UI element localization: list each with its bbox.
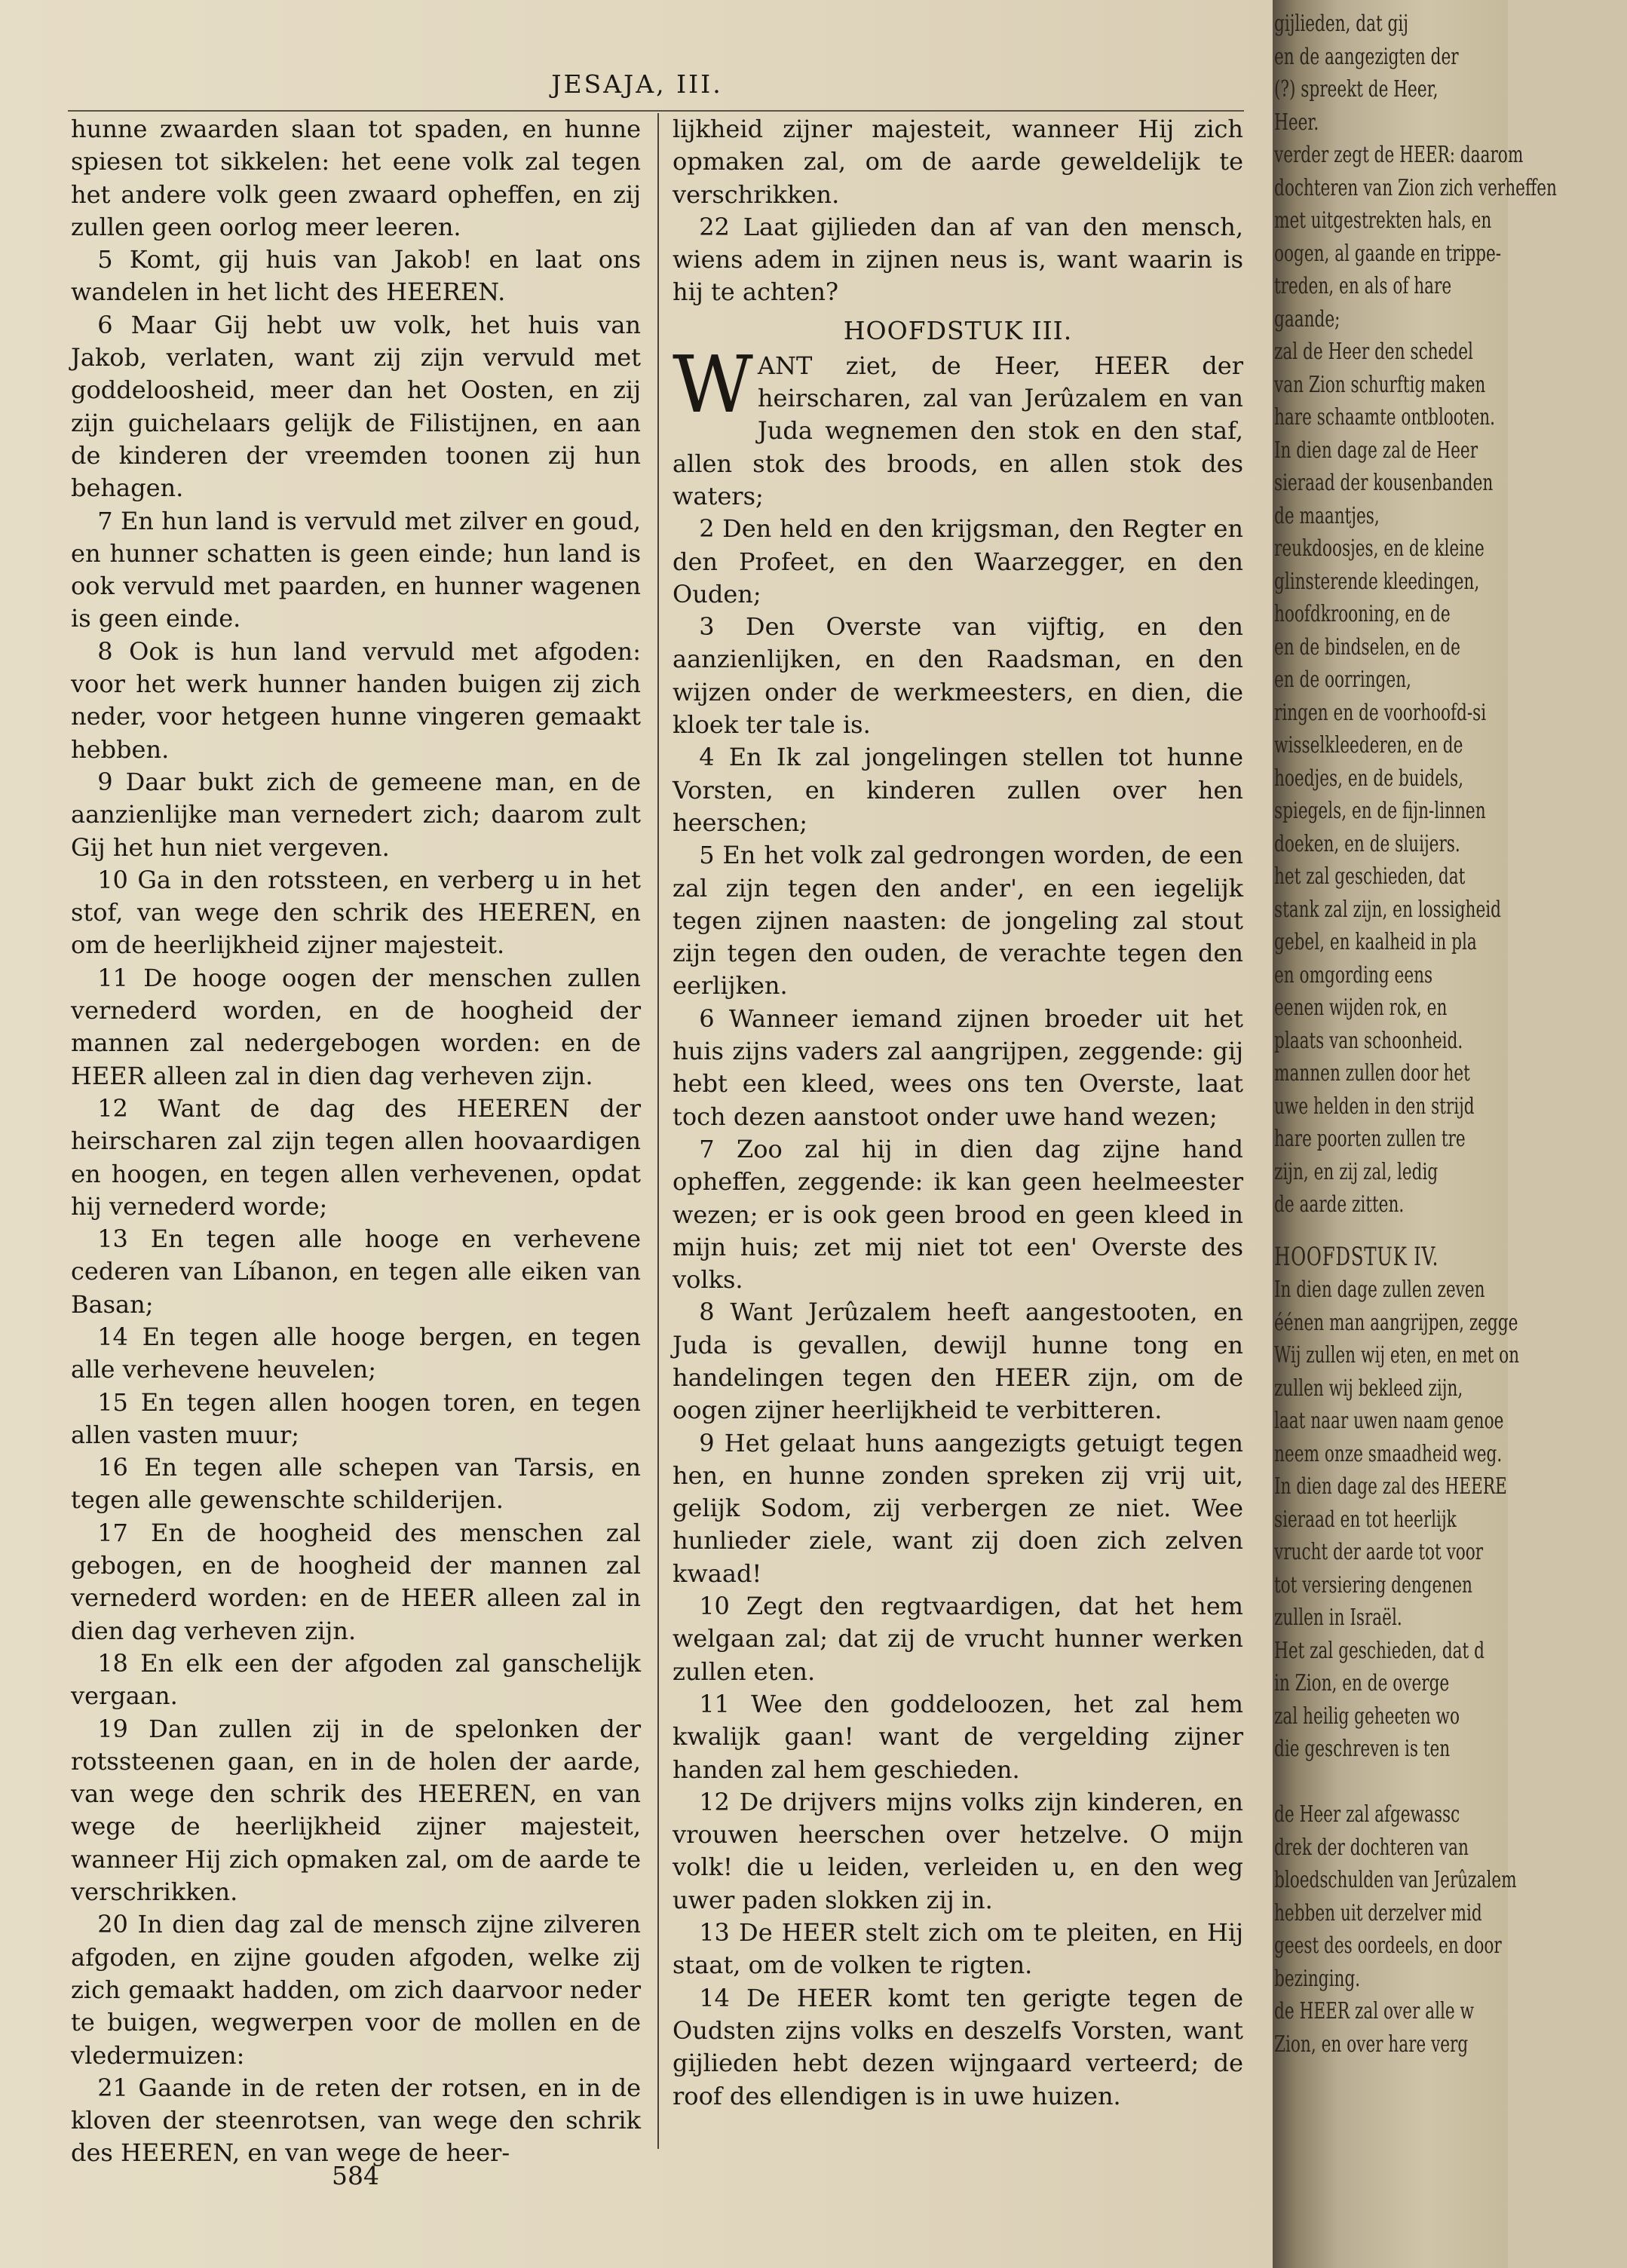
verse: 11 De hooge oogen der menschen zullen vernederd worden, en de hoogheid der mannen zal nedergebogen worden: en de HEER alleen zal in dien dag verheven zijn. — [71, 963, 641, 1090]
facing-page-line: gijlieden, dat gij — [1274, 11, 1408, 37]
verse: 13 De HEER stelt zich om te pleiten, en Hij staat, om de volken te rigten. — [673, 1918, 1243, 1980]
verse: 8 Ook is hun land vervuld met afgoden: voor het werk hunner handen buigen zij zich neder, voor hetgeen hunne vingeren gemaakt hebben. — [71, 636, 641, 764]
verse: 5 Komt, gij huis van Jakob! en laat ons wandelen in het licht des HEEREN. — [71, 245, 641, 307]
facing-page-line: hare poorten zullen tre — [1274, 1126, 1466, 1152]
verse: 6 Wanneer iemand zijnen broeder uit het huis zijns vaders zal aangrijpen, zeggende: gij hebt een kleed, wees ons ten Overste, laat toch dezen aanstoot onder uwe hand wezen; — [673, 1004, 1243, 1131]
facing-page-line: het zal geschieden, dat — [1274, 863, 1466, 890]
facing-page-line: stank zal zijn, en lossigheid — [1274, 896, 1501, 923]
verse: 7 Zoo zal hij in dien dag zijne hand opheffen, zeggende: ik kan geen heelmeester wezen; er is ook geen brood en geen kleed in mijn huis; zet mij niet tot een' Overste des volks. — [673, 1134, 1243, 1295]
verse: 6 Maar Gij hebt uw volk, het huis van Jakob, verlaten, want zij zijn vervuld met goddeloosheid, meer dan het Oosten, en zij zijn guichelaars gelijk de Filistijnen, en aan de kinderen der vreemden toonen zij hun behagen. — [71, 310, 641, 503]
verse: 12 Want de dag des HEEREN der heirscharen zal zijn tegen allen hoovaardigen en hoogen, en tegen allen verhevenen, opdat hij vernederd worde; — [71, 1093, 641, 1221]
facing-page-line: In dien dage zal des HEERE — [1274, 1473, 1507, 1500]
verse: 12 De drijvers mijns volks zijn kinderen, en vrouwen heerschen over hetzelve. O mijn volk! die u leiden, verleiden u, en den weg uwer paden slokken zij in. — [673, 1787, 1243, 1914]
facing-page-line: en omgording eens — [1274, 961, 1433, 988]
verse-continuation: lijkheid zijner majesteit, wanneer Hij zich opmaken zal, om de aarde geweldelijk te verschrikken. — [673, 115, 1243, 209]
verse: 7 En hun land is vervuld met zilver en goud, en hunner schatten is geen einde; hun land is ook vervuld met paarden, en hunner wagenen is geen einde. — [71, 506, 641, 633]
facing-page-line: de maantjes, — [1274, 502, 1380, 529]
facing-page-line: Heer. — [1274, 109, 1319, 136]
verse: 10 Ga in den rotssteen, en verberg u in het stof, van wege den schrik des HEEREN, en om de heerlijkheid zijner majesteit. — [71, 865, 641, 960]
facing-page-line: gebel, en kaalheid in pla — [1274, 929, 1477, 955]
facing-page-line: en de aangezigten der — [1274, 43, 1459, 70]
verse: 14 De HEER komt ten gerigte tegen de Oudsten zijns volks en deszelfs Vorsten, want gijlieden hebt dezen wijngaard verteerd; de roof des ellendigen is in uwe huizen. — [673, 1983, 1243, 2110]
chapter-title: HOOFDSTUK III. — [843, 315, 1073, 345]
verse: 15 En tegen allen hoogen toren, en tegen allen vasten muur; — [71, 1387, 641, 1449]
facing-page-line: eenen wijden rok, en — [1274, 995, 1448, 1021]
facing-page-line: Het zal geschieden, dat d — [1274, 1637, 1485, 1664]
left-column — [71, 113, 641, 2170]
facing-page-line: en de bindselen, en de — [1274, 633, 1460, 660]
verse: 14 En tegen alle hooge bergen, en tegen alle verhevene heuvelen; — [71, 1322, 641, 1384]
verse: 18 En elk een der afgoden zal ganschelijk vergaan. — [71, 1648, 641, 1711]
facing-page-line: tot versiering dengenen — [1274, 1571, 1472, 1598]
facing-page-line — [1274, 1766, 1627, 1799]
header-rule — [68, 110, 1244, 112]
verse: 5 En het volk zal gedrongen worden, de een zal zijn tegen den ander', en een iegelijk tegen zijnen naasten: de jongeling zal stout zijn tegen den ouden, de verachte tegen den eerlijken. — [673, 841, 1243, 1001]
facing-page-line: laat naar uwen naam genoe — [1274, 1408, 1504, 1434]
facing-page-line: wisselkleederen, en de — [1274, 732, 1463, 759]
facing-page-line: plaats van schoonheid. — [1274, 1027, 1463, 1054]
verse: 21 Gaande in de reten der rotsen, en in de kloven der steenrotsen, van wege den schrik des HEEREN, en van wege de heer- — [71, 2073, 641, 2168]
facing-page-line: zijn, en zij zal, ledig — [1274, 1158, 1439, 1185]
facing-page-line: hare schaamte ontblooten. — [1274, 404, 1496, 431]
facing-page-line: In dien dage zullen zeven — [1274, 1277, 1485, 1303]
verse: 22 Laat gijlieden dan af van den mensch, wiens adem in zijnen neus is, want waarin is hij te achten? — [673, 212, 1243, 307]
right-column-before-chapter — [673, 113, 1243, 309]
facing-page-line: de aarde zitten. — [1274, 1191, 1405, 1218]
facing-page-lines-top — [1274, 8, 1627, 1221]
facing-page-line: zal heilig geheeten wo — [1274, 1703, 1460, 1730]
facing-page-line: in Zion, en de overge — [1274, 1670, 1450, 1696]
verse: 4 En Ik zal jongelingen stellen tot hunne Vorsten, en kinderen zullen over hen heerschen; — [673, 743, 1243, 837]
verse: 17 En de hoogheid des menschen zal gebogen, en de hoogheid der mannen zal vernederd worden: en de HEER alleen zal in dien dag verheven zijn. — [71, 1518, 641, 1645]
verse: 2 Den held en den krijgsman, den Regter en den Profeet, en den Waarzegger, en den Ouden; — [673, 514, 1243, 608]
facing-page-line: de HEER zal over alle w — [1274, 1998, 1475, 2024]
verse: 8 Want Jerûzalem heeft aangestooten, en Juda is gevallen, dewijl hunne tong en handelingen tegen den HEER zijn, om de oogen zijner heerlijkheid te verbitteren. — [673, 1298, 1243, 1425]
facing-page-line: drek der dochteren van — [1274, 1834, 1469, 1861]
facing-page-line: sieraad en tot heerlijk — [1274, 1506, 1457, 1533]
right-column-after-chapter — [673, 513, 1243, 2113]
column-divider — [657, 113, 659, 2149]
facing-page-line: zal de Heer den schedel — [1274, 339, 1473, 365]
verse: 11 Wee den goddeloozen, het zal hem kwalijk gaan! want de vergelding zijner handen zal hem geschieden. — [673, 1689, 1243, 1784]
facing-page-line: bloedschulden van Jerûzalem — [1274, 1867, 1517, 1893]
verse: 9 Daar bukt zich de gemeene man, en de aanzienlijke man vernedert zich; daarom zult Gij het hun niet vergeven. — [71, 767, 641, 862]
facing-page-line: treden, en als of hare — [1274, 273, 1452, 299]
facing-page-line: met uitgestrekten hals, en — [1274, 207, 1492, 234]
facing-page-line: neem onze smaadheid weg. — [1274, 1440, 1503, 1467]
facing-page-line: hebben uit derzelver mid — [1274, 1899, 1482, 1926]
verse: 9 Het gelaat huns aangezigts getuigt tegen hen, en hunne zonden spreken zij vrij uit, gelijk Sodom, zij verbergen ze niet. Wee hunlieder ziele, want zij doen zich zelven kwaad! — [673, 1428, 1243, 1588]
facing-page-line: mannen zullen door het — [1274, 1060, 1470, 1086]
right-column — [673, 113, 1243, 2113]
facing-page-line: ringen en de voorhoofd-si — [1274, 699, 1487, 726]
facing-page-line: oogen, al gaande en trippe- — [1274, 240, 1502, 267]
verse: 13 En tegen alle hooge en verhevene cederen van Líbanon, en tegen alle eiken van Basan; — [71, 1224, 641, 1319]
facing-page-line: vrucht der aarde tot voor — [1274, 1539, 1484, 1565]
facing-page-line: verder zegt de HEER: daarom — [1274, 142, 1524, 168]
facing-page-lines-bottom — [1274, 1273, 1627, 2061]
facing-page-line: (?) spreekt de Heer, — [1274, 76, 1439, 103]
facing-page-chapter-title: HOOFDSTUK IV. — [1274, 1241, 1439, 1272]
verse: 16 En tegen alle schepen van Tarsis, en tegen alle gewenschte schilderijen. — [71, 1453, 641, 1515]
facing-page-line: bezinging. — [1274, 1965, 1361, 1992]
facing-page-line: In dien dage zal de Heer — [1274, 437, 1478, 464]
verse: 3 Den Overste van vijftig, en den aanzienlijken, en den Raadsman, en den wijzen onder de werkmeesters, en dien, die kloek ter tale is. — [673, 612, 1243, 740]
facing-page-line: sieraad der kousenbanden — [1274, 470, 1494, 496]
facing-page-line: dochteren van Zion zich verheffen — [1274, 174, 1557, 201]
facing-page-line: éénen man aangrijpen, zegge — [1274, 1309, 1518, 1336]
running-title: JESAJA, III. — [551, 69, 723, 99]
facing-page-line: geest des oordeels, en door — [1274, 1932, 1502, 1959]
verse: 20 In dien dag zal de mensch zijne zilveren afgoden, en zijne gouden afgoden, welke zij zich gemaakt hadden, om zich daarvoor neder te buigen, wegwerpen voor de mollen en de vledermuizen: — [71, 1910, 641, 2070]
facing-page-line: spiegels, en de fijn-linnen — [1274, 798, 1486, 824]
facing-page-line: van Zion schurftig maken — [1274, 371, 1486, 398]
verse-continuation: hunne zwaarden slaan tot spaden, en hunne spiesen tot sikkelen: het eene volk zal tegen het andere volk geen zwaard opheffen, en zij zullen geen oorlog meer leeren. — [71, 115, 641, 241]
facing-page-line: doeken, en de sluijers. — [1274, 830, 1460, 857]
facing-page-line: zullen in Israël. — [1274, 1604, 1402, 1631]
drop-cap: W — [673, 338, 753, 431]
page-number: 584 — [332, 2161, 379, 2190]
facing-page-line: Wij zullen wij eten, en met on — [1274, 1342, 1520, 1368]
verse-1-text: ANT ziet, de Heer, HEER der heirscharen, zal van Jerûzalem en van Juda wegnemen den stok en den staf, allen stok des broods, en allen stok des waters; — [673, 351, 1243, 510]
facing-page-line: hoedjes, en de buidels, — [1274, 765, 1463, 792]
verse-1 — [673, 338, 1243, 513]
facing-page-line: gaande; — [1274, 305, 1341, 333]
facing-page-line: Zion, en over hare verg — [1274, 2030, 1469, 2058]
facing-page-line: de Heer zal afgewassc — [1274, 1801, 1460, 1828]
facing-page-edge — [1273, 0, 1557, 2268]
verse: 10 Zegt den regtvaardigen, dat het hem welgaan zal; dat zij de vrucht hunner werken zullen eten. — [673, 1592, 1243, 1686]
facing-page-text — [1274, 8, 1627, 2061]
facing-page-line: hoofdkrooning, en de — [1274, 601, 1451, 627]
facing-page-line: en de oorringen, — [1274, 667, 1411, 693]
verse: 19 Dan zullen zij in de spelonken der rotssteenen gaan, en in de holen der aarde, van wege den schrik des HEEREN, en van wege de heerlijkheid zijner majesteit, wanneer Hij zich opmaken zal, om de aarde te verschrikken. — [71, 1714, 641, 1907]
facing-page-line: zullen wij bekleed zijn, — [1274, 1375, 1463, 1402]
facing-page-line: glinsterende kleedingen, — [1274, 568, 1480, 595]
facing-page-line: reukdoosjes, en de kleine — [1274, 535, 1485, 562]
facing-page-line: die geschreven is ten — [1274, 1736, 1451, 1762]
facing-page-line: uwe helden in den strijd — [1274, 1093, 1475, 1120]
